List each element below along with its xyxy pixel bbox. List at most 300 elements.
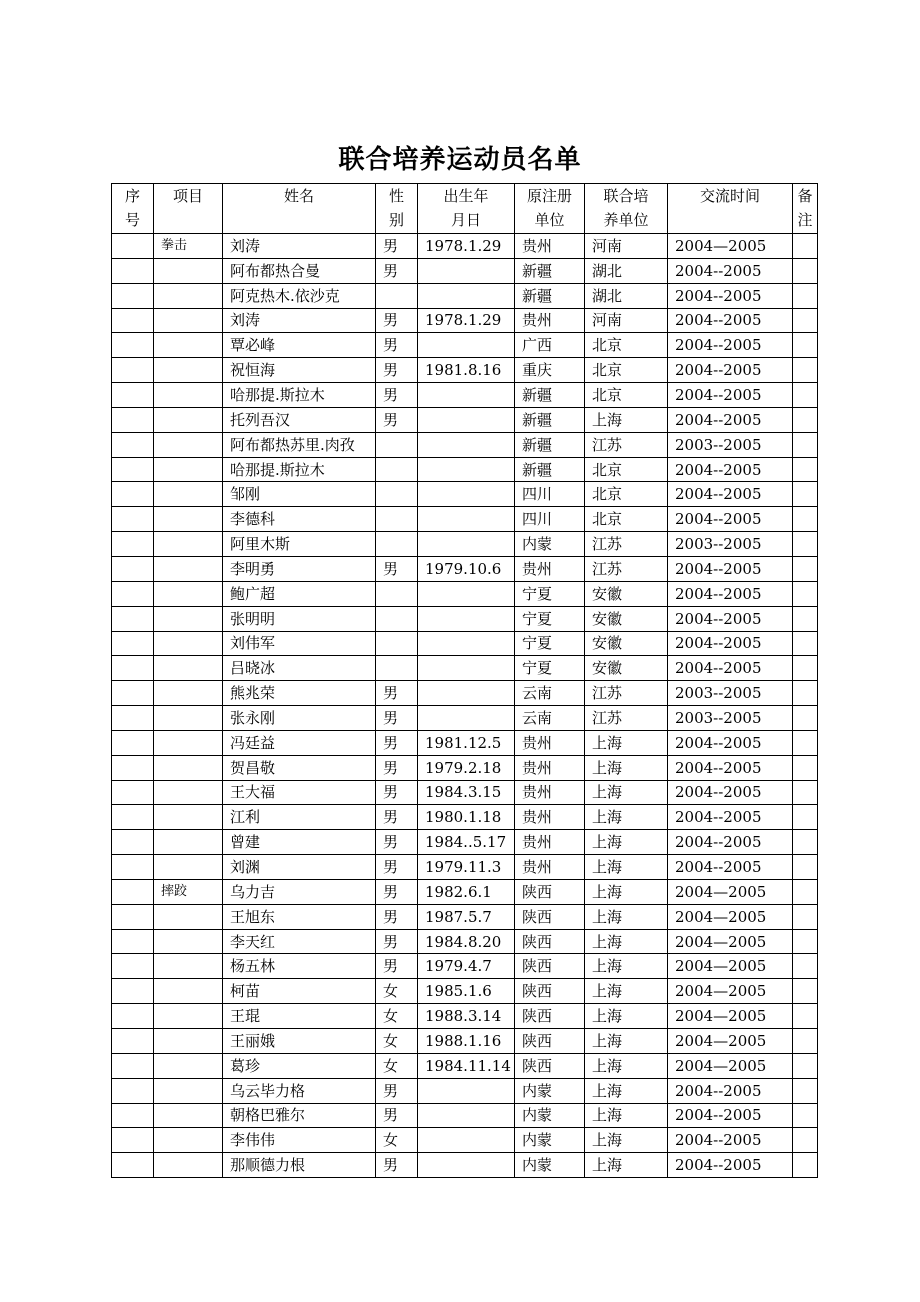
cell-seq xyxy=(112,706,154,731)
cell-joint: 北京 xyxy=(585,358,668,383)
cell-joint: 上海 xyxy=(585,954,668,979)
cell-joint: 江苏 xyxy=(585,432,668,457)
cell-seq xyxy=(112,830,154,855)
cell-name: 葛珍 xyxy=(223,1053,376,1078)
cell-orig: 贵州 xyxy=(515,755,585,780)
cell-sex: 男 xyxy=(376,308,418,333)
cell-orig: 陕西 xyxy=(515,979,585,1004)
cell-sex xyxy=(376,656,418,681)
cell-period: 2004—2005 xyxy=(668,1029,793,1054)
cell-period: 2004--2005 xyxy=(668,805,793,830)
cell-orig: 云南 xyxy=(515,706,585,731)
cell-joint: 北京 xyxy=(585,482,668,507)
cell-note xyxy=(793,1053,818,1078)
cell-orig: 新疆 xyxy=(515,457,585,482)
page-title: 联合培养运动员名单 xyxy=(338,145,582,175)
cell-period: 2004—2005 xyxy=(668,904,793,929)
cell-orig: 内蒙 xyxy=(515,1103,585,1128)
cell-joint: 安徽 xyxy=(585,656,668,681)
cell-name: 曾建 xyxy=(223,830,376,855)
cell-seq xyxy=(112,581,154,606)
cell-joint: 江苏 xyxy=(585,681,668,706)
cell-note xyxy=(793,1078,818,1103)
header-note-line: 注 xyxy=(797,211,813,229)
cell-name: 熊兆荣 xyxy=(223,681,376,706)
cell-seq xyxy=(112,606,154,631)
cell-note xyxy=(793,706,818,731)
cell-period: 2004--2005 xyxy=(668,308,793,333)
cell-birth: 1979.10.6 xyxy=(418,556,515,581)
cell-sex: 男 xyxy=(376,258,418,283)
cell-orig: 贵州 xyxy=(515,855,585,880)
cell-period: 2004--2005 xyxy=(668,358,793,383)
table-row xyxy=(112,482,818,507)
cell-joint: 河南 xyxy=(585,234,668,259)
cell-birth xyxy=(418,407,515,432)
cell-orig: 四川 xyxy=(515,507,585,532)
cell-note xyxy=(793,879,818,904)
table-row xyxy=(112,631,818,656)
cell-note xyxy=(793,358,818,383)
cell-sport xyxy=(154,556,223,581)
table-row xyxy=(112,730,818,755)
cell-sex: 男 xyxy=(376,830,418,855)
cell-birth: 1984..5.17 xyxy=(418,830,515,855)
table-row xyxy=(112,1153,818,1178)
cell-note xyxy=(793,482,818,507)
cell-note xyxy=(793,556,818,581)
cell-seq xyxy=(112,556,154,581)
table-row xyxy=(112,855,818,880)
header-sex xyxy=(376,184,418,234)
cell-note xyxy=(793,755,818,780)
cell-orig: 新疆 xyxy=(515,407,585,432)
cell-birth xyxy=(418,482,515,507)
cell-joint: 安徽 xyxy=(585,606,668,631)
cell-period: 2004--2005 xyxy=(668,383,793,408)
table-row xyxy=(112,656,818,681)
cell-birth xyxy=(418,681,515,706)
cell-sport xyxy=(154,1078,223,1103)
cell-name: 哈那提.斯拉木 xyxy=(223,383,376,408)
cell-period: 2004--2005 xyxy=(668,606,793,631)
cell-seq xyxy=(112,333,154,358)
header-name xyxy=(223,184,376,234)
cell-name: 乌云毕力格 xyxy=(223,1078,376,1103)
cell-sport xyxy=(154,755,223,780)
cell-birth: 1979.11.3 xyxy=(418,855,515,880)
table-row xyxy=(112,954,818,979)
cell-sport xyxy=(154,581,223,606)
cell-orig: 新疆 xyxy=(515,283,585,308)
table-row xyxy=(112,681,818,706)
cell-sex xyxy=(376,631,418,656)
cell-seq xyxy=(112,1004,154,1029)
cell-note xyxy=(793,432,818,457)
cell-joint: 上海 xyxy=(585,1153,668,1178)
table-row xyxy=(112,532,818,557)
cell-birth xyxy=(418,1153,515,1178)
cell-sex: 男 xyxy=(376,1103,418,1128)
cell-birth xyxy=(418,631,515,656)
cell-joint: 上海 xyxy=(585,407,668,432)
cell-sport xyxy=(154,1153,223,1178)
cell-joint: 上海 xyxy=(585,855,668,880)
cell-orig: 贵州 xyxy=(515,234,585,259)
cell-orig: 重庆 xyxy=(515,358,585,383)
cell-sex: 男 xyxy=(376,929,418,954)
cell-seq xyxy=(112,904,154,929)
table-header-row xyxy=(112,184,818,234)
cell-joint: 北京 xyxy=(585,457,668,482)
cell-sport xyxy=(154,855,223,880)
cell-period: 2004--2005 xyxy=(668,730,793,755)
table-row xyxy=(112,606,818,631)
cell-note xyxy=(793,730,818,755)
cell-sport xyxy=(154,830,223,855)
table-row xyxy=(112,879,818,904)
table-row xyxy=(112,556,818,581)
cell-joint: 安徽 xyxy=(585,631,668,656)
cell-joint: 北京 xyxy=(585,333,668,358)
header-sport xyxy=(154,184,223,234)
cell-orig: 陕西 xyxy=(515,1004,585,1029)
cell-birth: 1981.12.5 xyxy=(418,730,515,755)
cell-birth xyxy=(418,383,515,408)
cell-name: 阿布都热苏里.肉孜 xyxy=(223,432,376,457)
cell-period: 2004--2005 xyxy=(668,1153,793,1178)
cell-period: 2004--2005 xyxy=(668,1103,793,1128)
cell-period: 2004--2005 xyxy=(668,755,793,780)
cell-sport xyxy=(154,656,223,681)
cell-note xyxy=(793,234,818,259)
cell-note xyxy=(793,383,818,408)
cell-note xyxy=(793,904,818,929)
table-row xyxy=(112,258,818,283)
cell-seq xyxy=(112,730,154,755)
cell-seq xyxy=(112,879,154,904)
cell-sex: 男 xyxy=(376,954,418,979)
cell-sex xyxy=(376,457,418,482)
cell-name: 祝恒海 xyxy=(223,358,376,383)
cell-joint: 上海 xyxy=(585,979,668,1004)
cell-sex xyxy=(376,507,418,532)
cell-birth xyxy=(418,606,515,631)
cell-joint: 上海 xyxy=(585,879,668,904)
header-orig xyxy=(515,184,585,234)
cell-joint: 上海 xyxy=(585,929,668,954)
header-seq-line: 号 xyxy=(124,211,140,229)
cell-sport xyxy=(154,308,223,333)
cell-sport xyxy=(154,1103,223,1128)
cell-sex: 男 xyxy=(376,333,418,358)
cell-name: 哈那提.斯拉木 xyxy=(223,457,376,482)
cell-note xyxy=(793,308,818,333)
cell-sport xyxy=(154,681,223,706)
cell-name: 王丽娥 xyxy=(223,1029,376,1054)
cell-joint: 安徽 xyxy=(585,581,668,606)
cell-birth: 1985.1.6 xyxy=(418,979,515,1004)
cell-sport xyxy=(154,283,223,308)
cell-name: 贺昌敬 xyxy=(223,755,376,780)
cell-sex xyxy=(376,283,418,308)
cell-birth xyxy=(418,656,515,681)
cell-seq xyxy=(112,656,154,681)
cell-orig: 陕西 xyxy=(515,1053,585,1078)
cell-birth: 1984.11.14 xyxy=(418,1053,515,1078)
cell-birth: 1988.1.16 xyxy=(418,1029,515,1054)
cell-note xyxy=(793,457,818,482)
cell-period: 2004--2005 xyxy=(668,780,793,805)
cell-sex xyxy=(376,606,418,631)
table-row xyxy=(112,358,818,383)
table-row xyxy=(112,1078,818,1103)
cell-name: 王琨 xyxy=(223,1004,376,1029)
cell-note xyxy=(793,954,818,979)
cell-period: 2004--2005 xyxy=(668,830,793,855)
header-seq xyxy=(112,184,154,234)
cell-name: 张明明 xyxy=(223,606,376,631)
cell-seq xyxy=(112,681,154,706)
cell-name: 李明勇 xyxy=(223,556,376,581)
table-row xyxy=(112,308,818,333)
cell-orig: 四川 xyxy=(515,482,585,507)
cell-period: 2004--2005 xyxy=(668,482,793,507)
cell-name: 刘涛 xyxy=(223,234,376,259)
cell-period: 2004--2005 xyxy=(668,407,793,432)
header-joint-line: 养单位 xyxy=(603,211,649,229)
cell-sport xyxy=(154,532,223,557)
cell-period: 2004—2005 xyxy=(668,929,793,954)
header-orig-line: 单位 xyxy=(534,211,565,229)
table-row xyxy=(112,904,818,929)
cell-joint: 北京 xyxy=(585,507,668,532)
cell-seq xyxy=(112,1053,154,1078)
cell-period: 2004—2005 xyxy=(668,879,793,904)
cell-name: 邹刚 xyxy=(223,482,376,507)
cell-note xyxy=(793,830,818,855)
table-row xyxy=(112,979,818,1004)
cell-note xyxy=(793,258,818,283)
cell-period: 2004—2005 xyxy=(668,979,793,1004)
cell-birth: 1980.1.18 xyxy=(418,805,515,830)
cell-birth xyxy=(418,507,515,532)
cell-birth xyxy=(418,333,515,358)
cell-sport xyxy=(154,358,223,383)
cell-joint: 上海 xyxy=(585,830,668,855)
header-note-line: 备 xyxy=(797,187,813,205)
cell-note xyxy=(793,780,818,805)
cell-sex: 女 xyxy=(376,979,418,1004)
cell-name: 鲍广超 xyxy=(223,581,376,606)
table-row xyxy=(112,234,818,259)
cell-birth xyxy=(418,1128,515,1153)
table-row xyxy=(112,507,818,532)
cell-note xyxy=(793,333,818,358)
table-row xyxy=(112,1004,818,1029)
cell-seq xyxy=(112,358,154,383)
cell-joint: 上海 xyxy=(585,755,668,780)
table-row xyxy=(112,333,818,358)
table-row xyxy=(112,755,818,780)
cell-sex: 男 xyxy=(376,805,418,830)
cell-birth: 1978.1.29 xyxy=(418,234,515,259)
cell-birth xyxy=(418,1103,515,1128)
cell-note xyxy=(793,532,818,557)
cell-joint: 江苏 xyxy=(585,706,668,731)
header-seq-line: 序 xyxy=(124,187,140,205)
roster-table xyxy=(111,183,818,1178)
table-row xyxy=(112,1053,818,1078)
cell-orig: 陕西 xyxy=(515,1029,585,1054)
table-row xyxy=(112,432,818,457)
cell-name: 张永刚 xyxy=(223,706,376,731)
table-row xyxy=(112,1103,818,1128)
cell-birth xyxy=(418,258,515,283)
cell-period: 2003--2005 xyxy=(668,681,793,706)
cell-joint: 上海 xyxy=(585,1128,668,1153)
table-row xyxy=(112,283,818,308)
cell-orig: 新疆 xyxy=(515,432,585,457)
cell-sport xyxy=(154,1029,223,1054)
cell-seq xyxy=(112,929,154,954)
cell-name: 李德科 xyxy=(223,507,376,532)
cell-seq xyxy=(112,283,154,308)
cell-sex xyxy=(376,432,418,457)
table-body xyxy=(112,234,818,1178)
cell-seq xyxy=(112,1029,154,1054)
cell-birth: 1979.4.7 xyxy=(418,954,515,979)
cell-note xyxy=(793,1004,818,1029)
cell-period: 2004—2005 xyxy=(668,234,793,259)
cell-note xyxy=(793,979,818,1004)
cell-joint: 北京 xyxy=(585,383,668,408)
cell-orig: 贵州 xyxy=(515,556,585,581)
cell-sport: 摔跤 xyxy=(154,879,223,904)
cell-orig: 贵州 xyxy=(515,780,585,805)
header-period xyxy=(668,184,793,234)
cell-sport xyxy=(154,1128,223,1153)
cell-note xyxy=(793,1153,818,1178)
cell-joint: 河南 xyxy=(585,308,668,333)
cell-sex: 男 xyxy=(376,234,418,259)
cell-birth: 1978.1.29 xyxy=(418,308,515,333)
cell-orig: 新疆 xyxy=(515,258,585,283)
header-sex-line: 性 xyxy=(388,187,404,205)
cell-sex: 女 xyxy=(376,1029,418,1054)
table-row xyxy=(112,1128,818,1153)
cell-orig: 陕西 xyxy=(515,929,585,954)
cell-orig: 广西 xyxy=(515,333,585,358)
cell-note xyxy=(793,929,818,954)
cell-name: 刘伟军 xyxy=(223,631,376,656)
cell-orig: 内蒙 xyxy=(515,1078,585,1103)
cell-birth xyxy=(418,581,515,606)
cell-name: 阿布都热合曼 xyxy=(223,258,376,283)
cell-joint: 江苏 xyxy=(585,532,668,557)
cell-orig: 云南 xyxy=(515,681,585,706)
cell-joint: 湖北 xyxy=(585,283,668,308)
header-name-line: 姓名 xyxy=(283,187,314,205)
cell-name: 托列吾汉 xyxy=(223,407,376,432)
cell-sport xyxy=(154,780,223,805)
table-row xyxy=(112,457,818,482)
cell-orig: 贵州 xyxy=(515,730,585,755)
cell-orig: 内蒙 xyxy=(515,532,585,557)
cell-orig: 贵州 xyxy=(515,308,585,333)
cell-birth xyxy=(418,283,515,308)
cell-period: 2003--2005 xyxy=(668,532,793,557)
cell-seq xyxy=(112,1153,154,1178)
cell-joint: 上海 xyxy=(585,1078,668,1103)
cell-sport xyxy=(154,606,223,631)
cell-joint: 上海 xyxy=(585,904,668,929)
cell-orig: 宁夏 xyxy=(515,631,585,656)
cell-period: 2004--2005 xyxy=(668,283,793,308)
cell-sport xyxy=(154,979,223,1004)
cell-sport: 拳击 xyxy=(154,234,223,259)
cell-seq xyxy=(112,1103,154,1128)
cell-name: 那顺德力根 xyxy=(223,1153,376,1178)
cell-name: 柯苗 xyxy=(223,979,376,1004)
cell-birth: 1984.8.20 xyxy=(418,929,515,954)
cell-sport xyxy=(154,258,223,283)
cell-birth: 1984.3.15 xyxy=(418,780,515,805)
cell-orig: 宁夏 xyxy=(515,606,585,631)
cell-birth xyxy=(418,432,515,457)
cell-name: 覃必峰 xyxy=(223,333,376,358)
cell-note xyxy=(793,1029,818,1054)
cell-period: 2004--2005 xyxy=(668,556,793,581)
cell-joint: 上海 xyxy=(585,780,668,805)
cell-sex: 男 xyxy=(376,1153,418,1178)
cell-name: 刘涛 xyxy=(223,308,376,333)
cell-sport xyxy=(154,407,223,432)
cell-sex: 男 xyxy=(376,1078,418,1103)
cell-sport xyxy=(154,730,223,755)
cell-sport xyxy=(154,1004,223,1029)
cell-note xyxy=(793,1128,818,1153)
cell-seq xyxy=(112,234,154,259)
cell-seq xyxy=(112,532,154,557)
cell-seq xyxy=(112,954,154,979)
header-sport-line: 项目 xyxy=(172,187,203,205)
header-note xyxy=(793,184,818,234)
cell-orig: 宁夏 xyxy=(515,656,585,681)
cell-name: 李伟伟 xyxy=(223,1128,376,1153)
cell-sport xyxy=(154,457,223,482)
cell-sex: 男 xyxy=(376,383,418,408)
cell-period: 2004--2005 xyxy=(668,258,793,283)
cell-name: 刘渊 xyxy=(223,855,376,880)
cell-joint: 上海 xyxy=(585,730,668,755)
cell-name: 阿克热木.依沙克 xyxy=(223,283,376,308)
cell-name: 吕晓冰 xyxy=(223,656,376,681)
cell-note xyxy=(793,606,818,631)
cell-birth xyxy=(418,457,515,482)
cell-sport xyxy=(154,929,223,954)
cell-joint: 湖北 xyxy=(585,258,668,283)
cell-name: 阿里木斯 xyxy=(223,532,376,557)
cell-sex: 女 xyxy=(376,1004,418,1029)
cell-period: 2004--2005 xyxy=(668,507,793,532)
cell-joint: 上海 xyxy=(585,1103,668,1128)
cell-seq xyxy=(112,482,154,507)
cell-name: 乌力吉 xyxy=(223,879,376,904)
cell-sex: 男 xyxy=(376,407,418,432)
cell-sport xyxy=(154,1053,223,1078)
cell-seq xyxy=(112,457,154,482)
